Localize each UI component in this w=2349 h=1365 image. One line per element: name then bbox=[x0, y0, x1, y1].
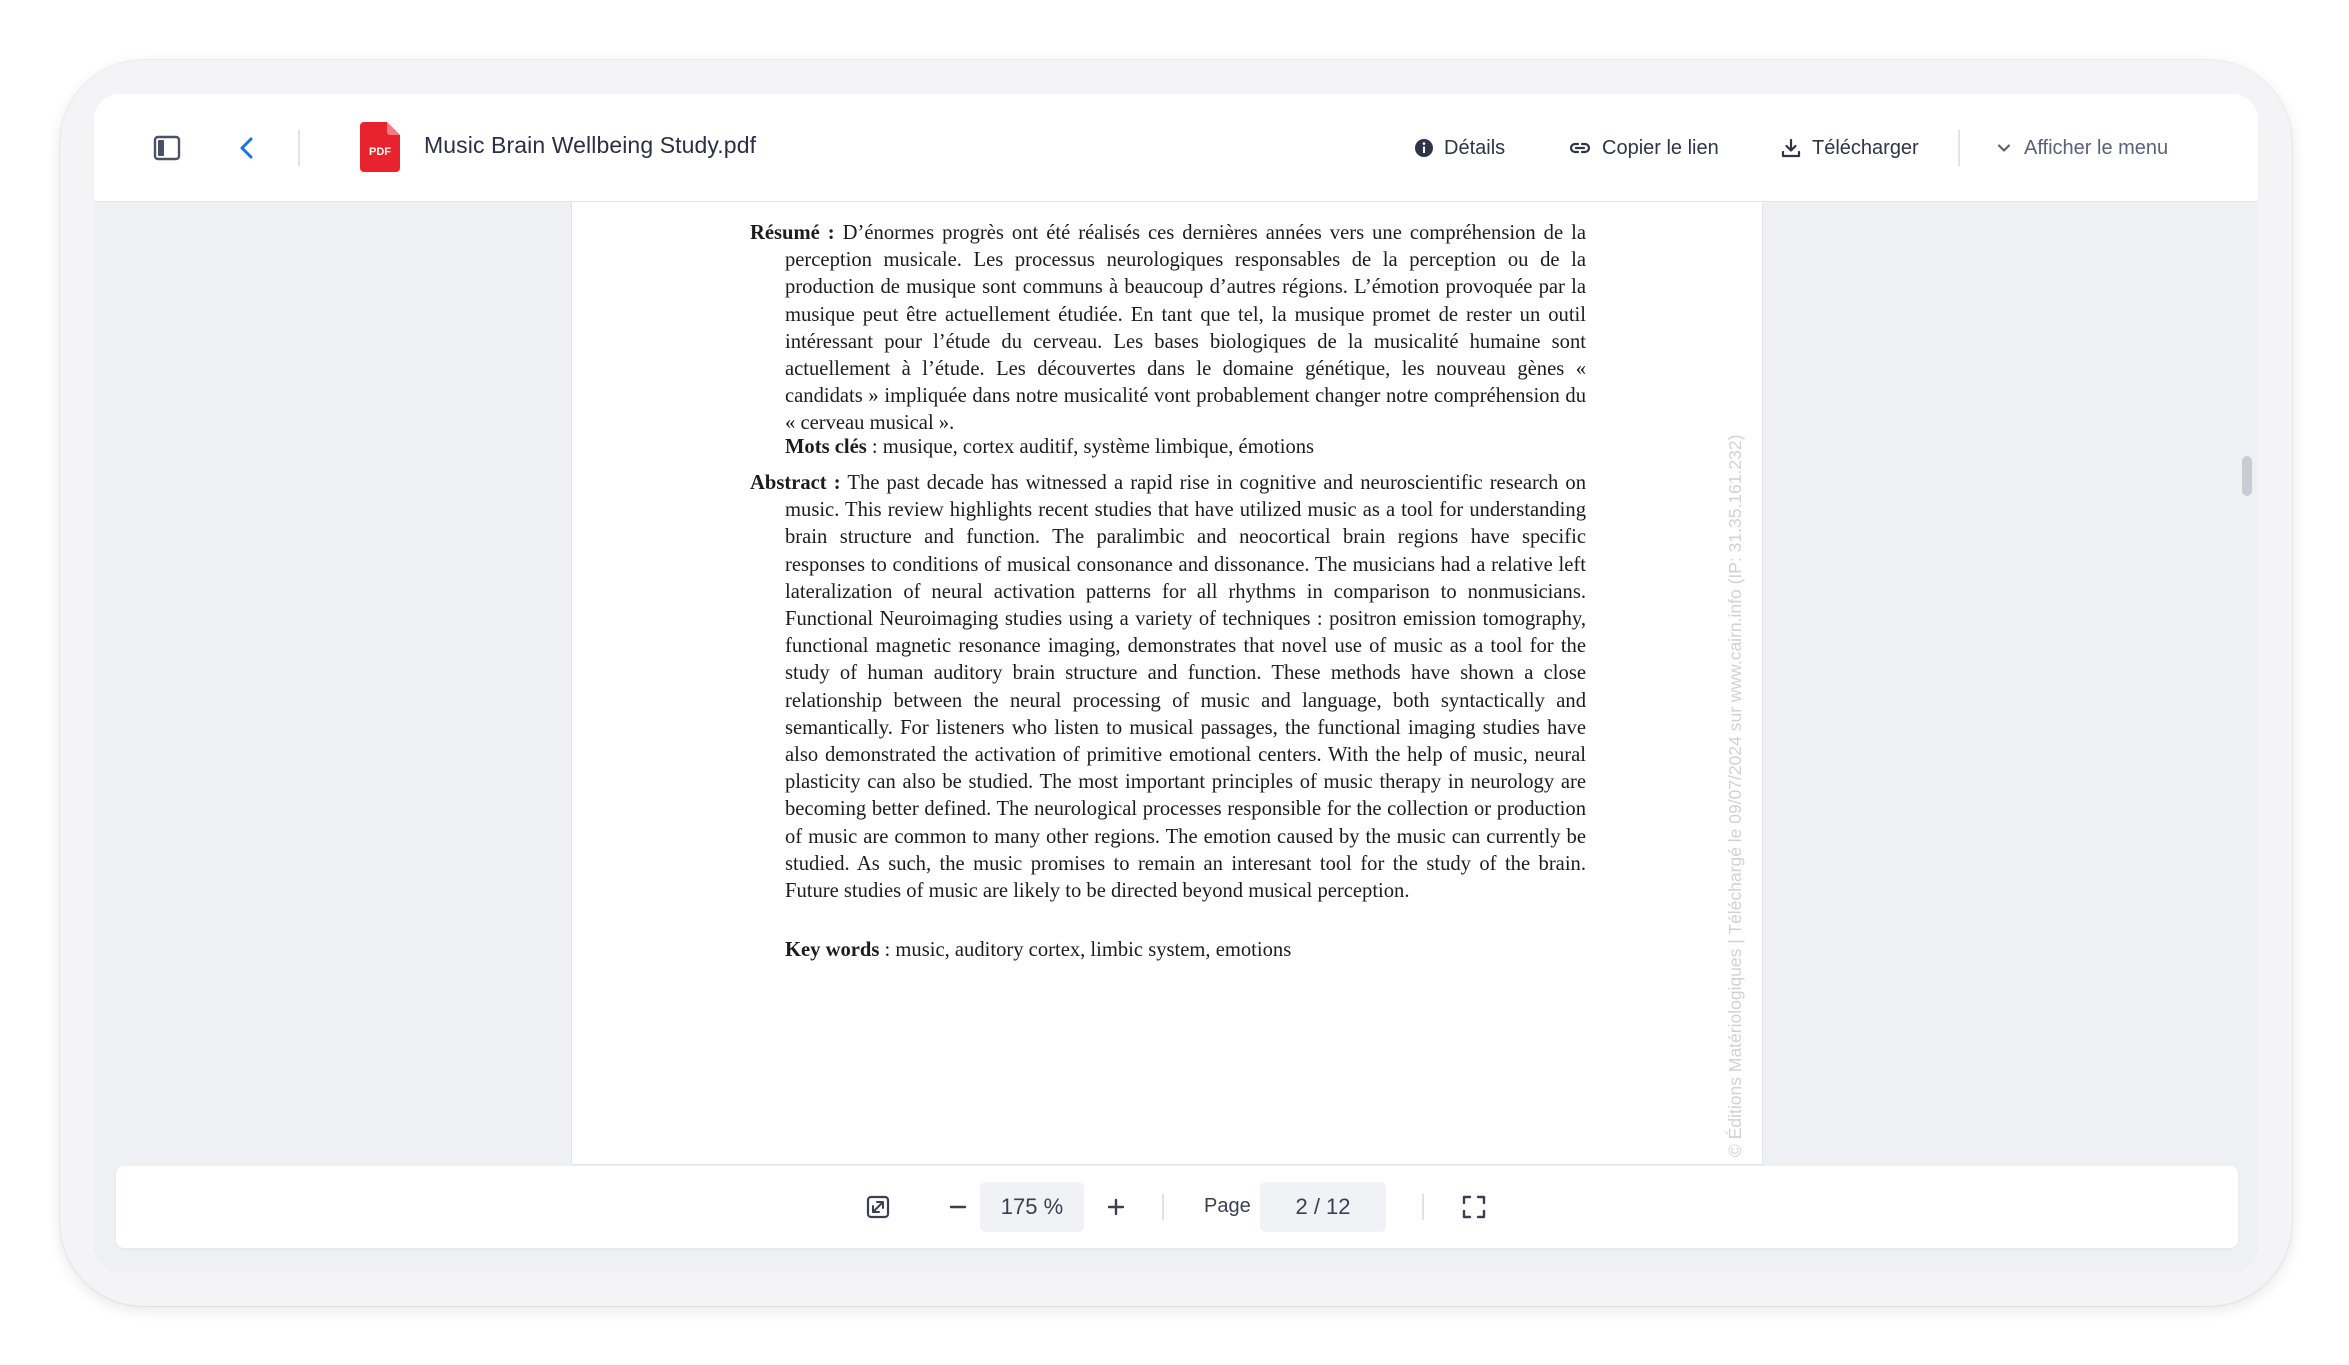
fullscreen-icon bbox=[1461, 1194, 1487, 1220]
plus-icon bbox=[1105, 1196, 1127, 1218]
toolbar-divider bbox=[1162, 1194, 1164, 1220]
abstract-label: Abstract : bbox=[750, 472, 841, 494]
fit-to-page-icon bbox=[865, 1194, 891, 1220]
pdf-page bbox=[572, 202, 1762, 1164]
top-bar bbox=[94, 94, 2258, 202]
download-icon bbox=[1780, 137, 1802, 159]
details-label: Détails bbox=[1444, 136, 1506, 159]
header-divider bbox=[298, 130, 300, 166]
abstract-text: The past decade has witnessed a rapid rise in cognitive and neuroscientific research on music. This review highlights recent studies that have utilized music as a tool for understanding brain structure and function. The paralimbic and neocortical brain regions have specific responses to conditions of musical consonance and dissonance. The musicians had a relative left lateralization of neural activation patterns for all rhythms in comparison to nonmusicians. Functional Neuroimaging studies using a variety of techniques : positron emission tomography, functional magnetic resonance imaging, demonstrates that novel use of music as a tool for the study of human auditory brain structure and function. These methods have shown a close relationship between the neural processing of music and language, both syntactically and semantically. For listeners who listen to musical passages, the functional imaging studies have also demonstrated the activation of primitive emotional centers. With the help of music, neural plasticity can also be studied. The most important principles of music therapy in neurology are becoming better defined. The neurological processes responsible for the collection or production of music are common to many other regions. The emotion caused by the music can currently be studied. As such, the music promises to remain an interesant tool for the study of the brain. Future studies of music are likely to be directed beyond musical perception. bbox=[785, 472, 1586, 903]
watermark: © Éditions Matériologiques | Téléchargé le 09/07/2024 sur www.cairn.info (IP: 31.35.161.232) bbox=[1725, 434, 1745, 1157]
download-button[interactable] bbox=[1780, 132, 1919, 164]
info-circle-icon bbox=[1414, 138, 1434, 158]
sidebar-toggle-button[interactable] bbox=[152, 130, 188, 166]
mots-cles-text: : musique, cortex auditif, système limbique, émotions bbox=[866, 436, 1315, 458]
key-words-text: : music, auditory cortex, limbic system, emotions bbox=[879, 939, 1292, 961]
file-title: Music Brain Wellbeing Study.pdf bbox=[424, 132, 757, 158]
minus-icon bbox=[947, 1196, 969, 1218]
key-words-line bbox=[785, 939, 1291, 962]
resume-label: Résumé : bbox=[750, 222, 835, 244]
copy-link-button[interactable] bbox=[1568, 132, 1719, 164]
show-menu-label: Afficher le menu bbox=[2024, 136, 2169, 159]
fit-to-page-button[interactable] bbox=[858, 1166, 898, 1248]
abstract-paragraph bbox=[750, 470, 1586, 905]
pdf-icon-label: PDF bbox=[369, 146, 391, 158]
mots-cles-label: Mots clés bbox=[785, 436, 867, 458]
key-words-label: Key words bbox=[785, 939, 880, 961]
header-divider-2 bbox=[1958, 130, 1960, 166]
zoom-in-button[interactable] bbox=[1096, 1166, 1136, 1248]
fullscreen-button[interactable] bbox=[1454, 1166, 1494, 1248]
mots-cles-line bbox=[785, 436, 1314, 459]
resume-text: D’énormes progrès ont été réalisés ces dernières années vers une compréhension de la perception musicale. Les processus neurologiques responsables de la perception ou de la production de musique sont communs à beaucoup d’autres régions. L’émotion provoquée par la musique peut être actuellement étudiée. En tant que tel, la musique promet de rester un outil intéressant pour l’étude du cerveau. Les bases biologiques de la musicalité humaine sont actuellement à l’étude. Les découvertes dans le domaine génétique, les nouveau gènes « candidats » impliquée dans notre musicalité vont probablement changer notre compréhension du « cerveau musical ». bbox=[785, 222, 1586, 435]
bottom-toolbar bbox=[116, 1166, 2238, 1248]
document-viewport[interactable] bbox=[94, 202, 2258, 1272]
resume-paragraph bbox=[750, 220, 1586, 438]
copy-link-label: Copier le lien bbox=[1602, 136, 1719, 159]
device-frame bbox=[60, 60, 2292, 1306]
link-icon bbox=[1568, 138, 1592, 158]
zoom-out-button[interactable] bbox=[938, 1166, 978, 1248]
show-menu-button[interactable] bbox=[1994, 132, 2168, 164]
pdf-file-icon bbox=[360, 122, 400, 172]
page-label: Page bbox=[1204, 1195, 1251, 1217]
scrollbar-thumb[interactable] bbox=[2242, 456, 2252, 496]
sidebar-panel-icon bbox=[152, 133, 182, 163]
chevron-down-icon bbox=[1994, 138, 2014, 158]
details-button[interactable] bbox=[1414, 132, 1505, 164]
pdf-viewer-window bbox=[94, 94, 2258, 1272]
page-input[interactable]: 2 / 12 bbox=[1260, 1182, 1386, 1232]
zoom-input[interactable]: 175 % bbox=[980, 1182, 1084, 1232]
toolbar-divider-2 bbox=[1422, 1194, 1424, 1220]
back-button[interactable] bbox=[232, 130, 268, 166]
chevron-left-icon bbox=[232, 133, 262, 163]
download-label: Télécharger bbox=[1812, 136, 1919, 159]
